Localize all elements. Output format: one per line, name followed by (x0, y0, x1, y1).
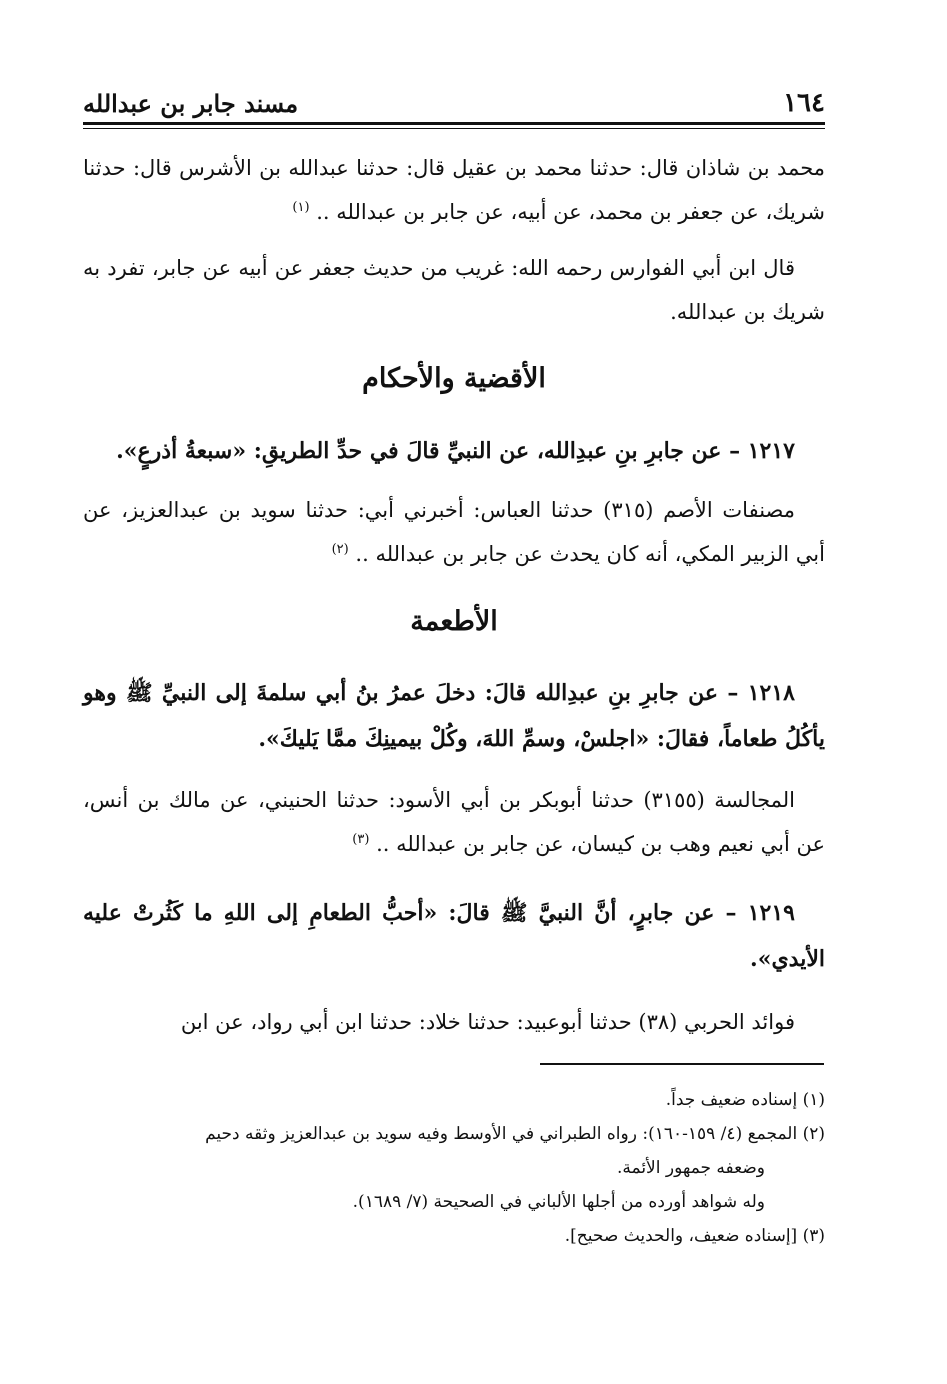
page-header (83, 78, 825, 118)
paragraph-source-1218 (83, 778, 825, 866)
footnote-2: (٢) المجمع (٤/ ١٥٩-١٦٠): رواه الطبراني في الأوسط وفيه سويد بن عبدالعزيز وثقه دحيم (205, 1124, 825, 1144)
paragraph-text: مصنفات الأصم (٣١٥) حدثنا العباس: أخبرني أبي: حدثنا سويد بن عبدالعزيز، عن أبي الزبير المكي، أنه كان يحدث عن جابر بن عبدالله .. (83, 498, 825, 566)
footnotes (83, 1083, 825, 1253)
footnote-ref: (٢) (331, 542, 349, 557)
header-rule-thin (83, 128, 825, 129)
footnote-3: (٣) [إسناده ضعيف، والحديث صحيح]. (564, 1226, 825, 1246)
hadith-1217: ١٢١٧ – عن جابرِ بنِ عبدِالله، عن النبيِّ قالَ في حدِّ الطريقِ: «سبعةُ أذرعٍ». (116, 438, 795, 464)
paragraph-source-1217 (83, 488, 825, 576)
paragraph-text: محمد بن شاذان قال: حدثنا محمد بن عقيل قال: حدثنا عبدالله بن الأشرس قال: حدثنا شريك، عن جعفر بن محمد، عن أبيه، عن جابر بن عبدالله .. (83, 156, 825, 224)
paragraph-text: المجالسة (٣١٥٥) حدثنا أبوبكر بن أبي الأسود: حدثنا الحنيني، عن مالك بن أنس، عن أبي نعيم وهب بن كيسان، عن جابر بن عبدالله .. (83, 788, 825, 856)
hadith-1218: ١٢١٨ – عن جابرِ بنِ عبدِالله قالَ: دخلَ عمرُ بنُ أبي سلمةَ إلى النبيِّ ﷺ وهو يأكُلُ طعاماً، فقالَ: «اجلسْ، وسمِّ اللهَ، وكُلْ بيمينِكَ ممَّا يَليكَ». (83, 680, 825, 752)
section-heading-judgments: الأقضية والأحكام (362, 363, 546, 394)
footnote-ref: (٣) (352, 832, 370, 847)
running-title: مسند جابر بن عبدالله (83, 89, 299, 118)
paragraph-isnad-1 (83, 146, 825, 234)
footnote-separator (540, 1063, 824, 1065)
footnote-2-continuation: وضعفه جمهور الأئمة. (616, 1158, 765, 1178)
footnote-2-note: وله شواهد أورده من أجلها الألباني في الصحيحة (٧/ ١٦٨٩). (352, 1192, 765, 1212)
footnote-1: (١) إسناده ضعيف جداً. (665, 1090, 825, 1110)
hadith-1219: ١٢١٩ – عن جابرٍ، أنَّ النبيَّ ﷺ قالَ: «أحبُّ الطعامِ إلى اللهِ ما كَثُرتْ عليه الأيدي». (83, 900, 825, 972)
paragraph-commentary: قال ابن أبي الفوارس رحمه الله: غريب من حديث جعفر عن أبيه عن جابر، تفرد به شريك بن عبدالله. (83, 256, 825, 324)
paragraph-source-1219: فوائد الحربي (٣٨) حدثنا أبوعبيد: حدثنا خلاد: حدثنا ابن أبي رواد، عن ابن (180, 1010, 795, 1034)
section-heading-foods: الأطعمة (410, 606, 498, 637)
header-rule-thick (83, 122, 825, 125)
footnote-ref: (١) (292, 200, 310, 215)
page-number: ١٦٤ (783, 88, 825, 118)
